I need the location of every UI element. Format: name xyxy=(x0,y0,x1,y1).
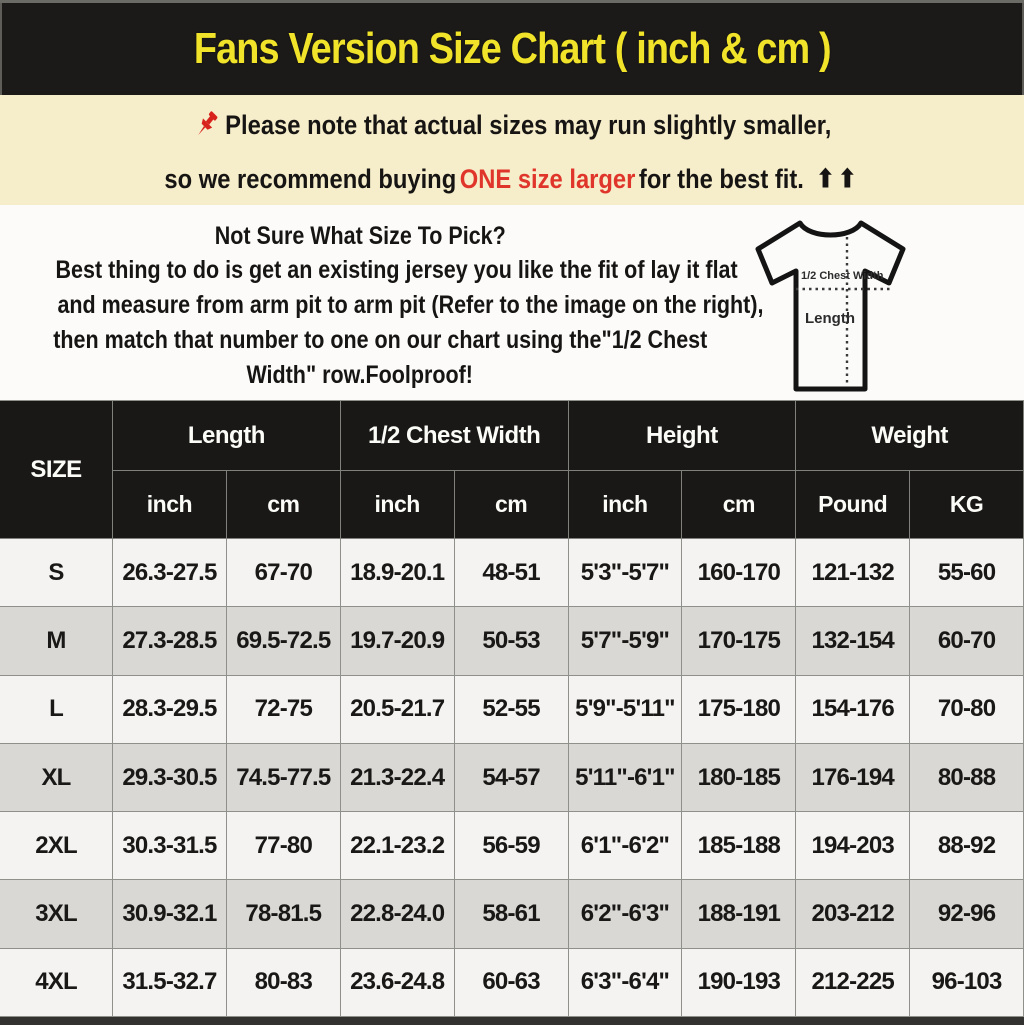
one-size-larger-highlight: ONE size larger xyxy=(459,164,636,194)
size-label: M xyxy=(0,607,113,675)
table-cell: 5'9"-5'11" xyxy=(569,676,683,744)
table-cell: 30.9-32.1 xyxy=(113,880,227,948)
table-cell: 96-103 xyxy=(910,949,1024,1017)
table-cell: 60-70 xyxy=(910,607,1024,675)
size-label: XL xyxy=(0,744,113,812)
table-cell: 27.3-28.5 xyxy=(113,607,227,675)
sub-header-height-inch: inch xyxy=(569,471,683,539)
group-header-length: Length xyxy=(113,401,341,471)
size-help-line: and measure from arm pit to arm pit (Refer to the image on the right), xyxy=(57,291,764,319)
table-cell: 22.1-23.2 xyxy=(341,812,455,880)
table-cell: 5'11"-6'1" xyxy=(569,744,683,812)
table-cell: 5'3"-5'7" xyxy=(569,539,683,607)
table-cell: 212-225 xyxy=(796,949,910,1017)
table-cell: 55-60 xyxy=(910,539,1024,607)
table-cell: 175-180 xyxy=(682,676,796,744)
table-cell: 190-193 xyxy=(682,949,796,1017)
group-header-weight: Weight xyxy=(796,401,1024,471)
table-cell: 54-57 xyxy=(455,744,569,812)
sub-header-weight-kg: KG xyxy=(910,471,1024,539)
table-cell: 20.5-21.7 xyxy=(341,676,455,744)
table-cell: 30.3-31.5 xyxy=(113,812,227,880)
table-cell: 160-170 xyxy=(682,539,796,607)
table-cell: 188-191 xyxy=(682,880,796,948)
col-header-size: SIZE xyxy=(0,401,113,539)
table-cell: 6'2"-6'3" xyxy=(569,880,683,948)
table-cell: 60-63 xyxy=(455,949,569,1017)
note-text-2-post: for the best fit. xyxy=(638,164,804,194)
table-cell: 23.6-24.8 xyxy=(341,949,455,1017)
table-cell: 56-59 xyxy=(455,812,569,880)
sub-header-chest-inch: inch xyxy=(341,471,455,539)
table-cell: 28.3-29.5 xyxy=(113,676,227,744)
table-cell: 194-203 xyxy=(796,812,910,880)
table-cell: 6'1"-6'2" xyxy=(569,812,683,880)
table-cell: 176-194 xyxy=(796,744,910,812)
note-text-1: Please note that actual sizes may run slightly smaller, xyxy=(224,110,831,140)
table-cell: 80-83 xyxy=(227,949,341,1017)
group-header-chest-width: 1/2 Chest Width xyxy=(341,401,569,471)
title-bar xyxy=(0,3,1024,95)
table-cell: 69.5-72.5 xyxy=(227,607,341,675)
note-line-2 xyxy=(0,162,1024,196)
table-cell: 70-80 xyxy=(910,676,1024,744)
group-header-height: Height xyxy=(569,401,797,471)
table-cell: 92-96 xyxy=(910,880,1024,948)
table-cell: 18.9-20.1 xyxy=(341,539,455,607)
table-cell: 72-75 xyxy=(227,676,341,744)
tshirt-icon xyxy=(738,213,923,395)
table-cell: 74.5-77.5 xyxy=(227,744,341,812)
table-cell: 203-212 xyxy=(796,880,910,948)
chest-width-label: 1/2 Chest Width xyxy=(801,270,884,282)
note-section xyxy=(0,95,1024,205)
size-help-section xyxy=(0,205,1024,400)
table-cell: 67-70 xyxy=(227,539,341,607)
table-cell: 50-53 xyxy=(455,607,569,675)
table-cell: 77-80 xyxy=(227,812,341,880)
size-chart-table xyxy=(0,400,1024,1017)
table-cell: 121-132 xyxy=(796,539,910,607)
size-help-line: Width" row.Foolproof! xyxy=(246,361,474,389)
table-cell: 22.8-24.0 xyxy=(341,880,455,948)
note-text-2-pre: so we recommend buying xyxy=(164,164,456,194)
table-cell: 80-88 xyxy=(910,744,1024,812)
table-cell: 52-55 xyxy=(455,676,569,744)
table-cell: 48-51 xyxy=(455,539,569,607)
table-cell: 5'7"-5'9" xyxy=(569,607,683,675)
size-help-line: Best thing to do is get an existing jersey you like the fit of lay it flat xyxy=(55,256,738,284)
table-cell: 21.3-22.4 xyxy=(341,744,455,812)
size-help-heading: Not Sure What Size To Pick? xyxy=(214,222,506,250)
table-cell: 88-92 xyxy=(910,812,1024,880)
length-label: Length xyxy=(805,310,855,327)
sub-header-length-cm: cm xyxy=(227,471,341,539)
size-label: L xyxy=(0,676,113,744)
size-help-text xyxy=(0,205,764,400)
table-cell: 154-176 xyxy=(796,676,910,744)
size-label: 2XL xyxy=(0,812,113,880)
table-cell: 132-154 xyxy=(796,607,910,675)
sub-header-height-cm: cm xyxy=(682,471,796,539)
pushpin-icon xyxy=(193,109,221,141)
table-cell: 58-61 xyxy=(455,880,569,948)
tshirt-diagram xyxy=(720,205,1024,400)
table-cell: 180-185 xyxy=(682,744,796,812)
sub-header-weight-pound: Pound xyxy=(796,471,910,539)
page-title: Fans Version Size Chart ( inch & cm ) xyxy=(193,24,831,73)
table-cell: 6'3"-6'4" xyxy=(569,949,683,1017)
table-cell: 19.7-20.9 xyxy=(341,607,455,675)
note-line-1 xyxy=(0,108,1024,149)
table-cell: 170-175 xyxy=(682,607,796,675)
size-label: S xyxy=(0,539,113,607)
table-cell: 26.3-27.5 xyxy=(113,539,227,607)
table-cell: 78-81.5 xyxy=(227,880,341,948)
size-help-line: then match that number to one on our chart using the"1/2 Chest xyxy=(53,326,708,354)
sub-header-chest-cm: cm xyxy=(455,471,569,539)
table-cell: 185-188 xyxy=(682,812,796,880)
table-cell: 29.3-30.5 xyxy=(113,744,227,812)
size-label: 4XL xyxy=(0,949,113,1017)
up-arrows-icon: ⬆⬆ xyxy=(815,165,860,193)
table-cell: 31.5-32.7 xyxy=(113,949,227,1017)
size-label: 3XL xyxy=(0,880,113,948)
sub-header-length-inch: inch xyxy=(113,471,227,539)
